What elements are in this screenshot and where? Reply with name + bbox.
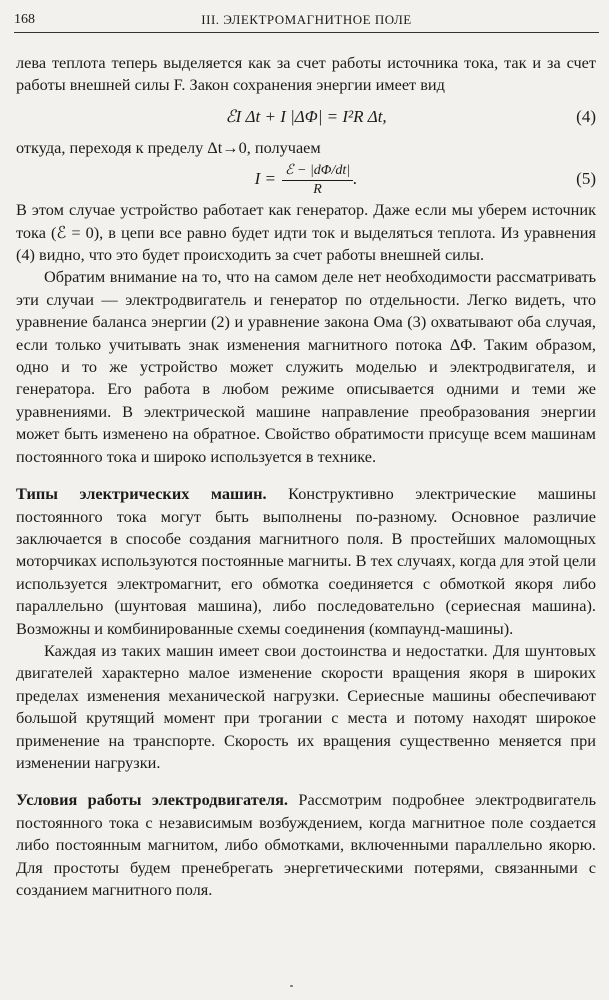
section-title-motor-conditions: Условия работы электродвигателя. [16,790,289,810]
page-header [14,8,599,33]
equation-5-fraction [282,163,353,198]
equation-5-numerator: ℰ − |dΦ/dt| [282,163,353,181]
equation-4 [16,97,596,137]
equation-5-trail: . [353,169,358,189]
paragraph-6: Каждая из таких машин имеет свои достоинства и недостатки. Для шунтовых двигателей характерно малое изменение скорости вращения якоря в широких пределах изменения механической нагрузки. Сериесные машины обеспечивают большой крутящий момент при трогании с места и потому находят широкое применение на транспорте. Скорость их вращения существенно меняется при изменении нагрузки. [16,640,596,772]
paragraph-2: откуда, переходя к пределу Δt→0, получаем [16,137,321,157]
paragraph-7: Рассмотрим подробнее электродвигатель постоянного тока с независимым возбуждением, когда магнитное поле создается либо постоянным магнитом, либо обмотками, включенными параллельно якорю. Для простоты будем пренебрегать энергетическими потерями, связанными с созданием магнитного поля. [16,790,596,899]
paragraph-5: Конструктивно электрические машины постоянного тока могут быть выполнены по-разному. Основное различие заключается в способе создания магнитного поля. В простейших маломощных моторчиках используются постоянные магниты. В тех случаях, когда для этой цели используется электромагнит, его обмотка соединяется с обмоткой якоря либо параллельно (шунтовая машина), либо последовательно (сериесная машина). Возможны и комбинированные схемы соединения (компаунд-машины). [16,484,596,638]
equation-4-number: (4) [576,106,596,126]
section-title-machine-types: Типы электрических машин. [16,484,267,504]
print-speck [290,985,293,987]
paragraph-1: лева теплота теперь выделяется как за счет работы источника тока, так и за счет работы внешней силы F. Закон сохранения энергии имеет вид [16,53,596,95]
page-body [16,52,596,901]
equation-4-body: ℰI Δt + I |ΔΦ| = I²R Δt, [225,106,387,126]
equation-5-number: (5) [576,169,596,189]
page-number: 168 [14,12,35,27]
section-motor-conditions [16,789,596,901]
equation-5-denominator: R [313,181,322,197]
paragraph-4: Обратим внимание на то, что на самом деле нет необходимости рассматривать эти случаи — электродвигатель и генератор по отдельности. Легко видеть, что уравнение баланса энергии (2) и уравнение закона Ома (3) охватывают оба случая, если только учитывать знак изменения магнитного потока ΔΦ. Таким образом, одно и то же устройство может служить моделью и электродвигателя, и генератора. Его работа в любом режиме описывается одними и теми же уравнениями. В электрической машине направление преобразования энергии может быть изменено на обратное. Свойство обратимости присуще всем машинам постоянного тока и широко используется в технике. [16,267,596,466]
equation-5 [16,159,596,199]
paragraph-3: В этом случае устройство работает как генератор. Даже если мы уберем источник тока (ℰ = 0), в цепи все равно будет идти ток и выделяться теплота. Из уравнения (4) видно, что это будет происходить за счет работы внешней силы. [16,200,596,265]
equation-5-lhs: I = [254,169,277,189]
chapter-title: III. ЭЛЕКТРОМАГНИТНОЕ ПОЛЕ [201,12,412,27]
section-electric-machine-types [16,483,596,640]
